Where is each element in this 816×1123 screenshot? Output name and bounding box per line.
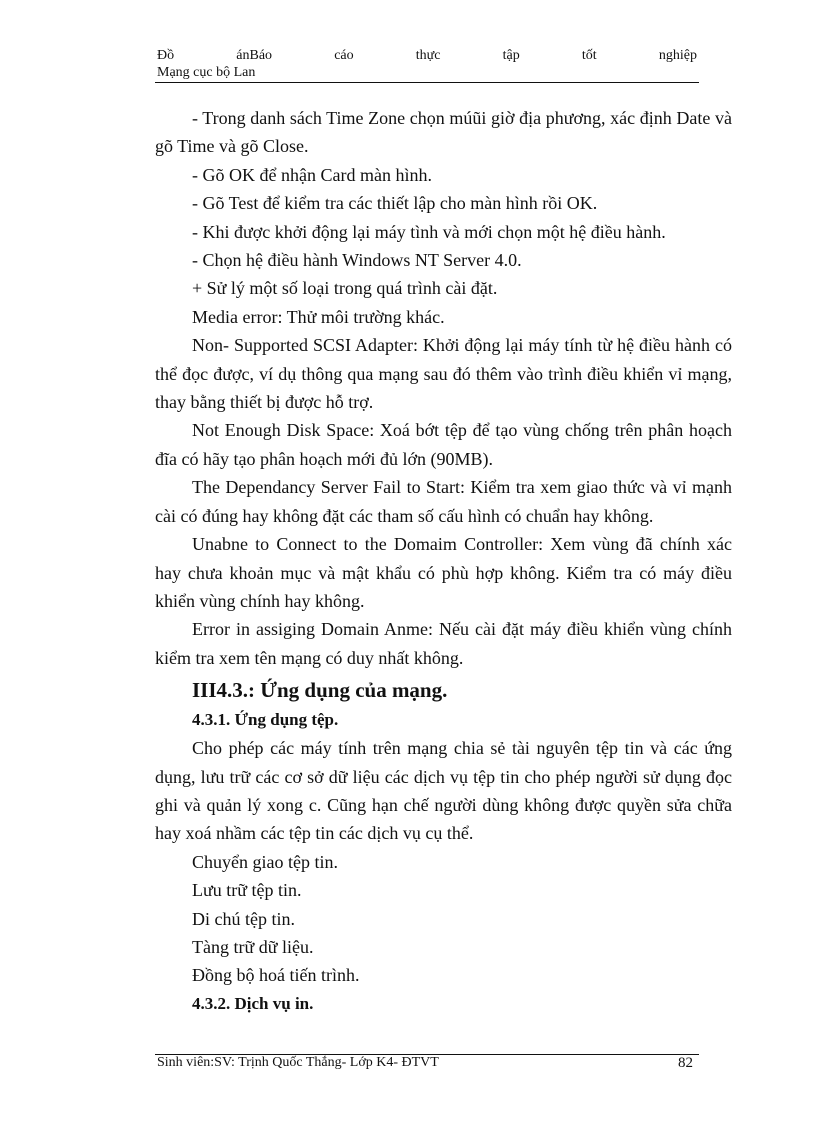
paragraph: Unabne to Connect to the Domaim Controller: Xem vùng đã chính xác hay chưa khoản mục và mật khẩu có phù hợp không. Kiểm tra có máy điều khiển vùng chính hay không. (155, 534, 732, 611)
header-word: nghiệp (658, 48, 697, 63)
paragraph: - Gõ Test để kiểm tra các thiết lập cho màn hình rồi OK. (192, 193, 598, 214)
header-subtitle: Mạng cục bộ Lan (157, 65, 256, 80)
header-divider (155, 82, 699, 83)
footer-student-info: Sinh viên:SV: Trịnh Quốc Thắng- Lớp K4- ĐTVT (157, 1055, 439, 1070)
header-word: cáo (334, 48, 354, 63)
list-item: Di chú tệp tin. (192, 908, 295, 929)
paragraph: Error in assiging Domain Anme: Nếu cài đặt máy điều khiển vùng chính kiểm tra xem tên mạng có duy nhất không. (155, 619, 732, 668)
paragraph: + Sử lý một số loại trong quá trình cài đặt. (192, 278, 498, 299)
paragraph: - Chọn hệ điều hành Windows NT Server 4.0. (192, 250, 522, 271)
section-heading: III4.3.: Ứng dụng của mạng. (192, 678, 448, 703)
list-item: Tàng trữ dữ liệu. (192, 936, 314, 957)
paragraph: Not Enough Disk Space: Xoá bớt tệp để tạo vùng chống trên phân hoạch đĩa có hãy tạo phân hoạch mới đủ lớn (90MB). (155, 420, 732, 469)
paragraph: Media error: Thử môi trường khác. (192, 306, 445, 327)
page-header (157, 48, 697, 81)
list-item: Lưu trữ tệp tin. (192, 880, 302, 901)
list-item: Đồng bộ hoá tiến trình. (192, 965, 360, 986)
header-word: tốt (581, 48, 597, 63)
header-title (157, 48, 697, 64)
header-word: ánBáo (236, 48, 273, 63)
paragraph: - Trong danh sách Time Zone chọn múũi giờ địa phương, xác định Date và gõ Time và gõ Close. (155, 108, 732, 157)
subsection-heading: 4.3.2. Dịch vụ in. (192, 993, 314, 1013)
paragraph: Non- Supported SCSI Adapter: Khởi động lại máy tính từ hệ điều hành có thể đọc được, ví dụ thông qua mạng sau đó thêm vào trình điều khiển vỉ mạng, thay bằng thiết bị được hỗ trợ. (155, 335, 732, 413)
paragraph: - Khi được khởi động lại máy tình và mới chọn một hệ điều hành. (192, 221, 666, 242)
page-footer (157, 1055, 697, 1071)
header-word: tập (502, 48, 520, 63)
page-number: 82 (678, 1055, 693, 1071)
header-word: thực (415, 48, 441, 63)
header-word: Đồ (157, 48, 175, 63)
paragraph: Cho phép các máy tính trên mạng chia sẻ tài nguyên tệp tin và các ứng dụng, lưu trữ các cơ sở dữ liệu các dịch vụ tệp tin cho phép người sử dụng đọc ghi và quản lý xong c. Cũng hạn chế người dùng không được quyền sửa chữa hay xoá nhầm các tệp tin các dịch vụ cụ thể. (155, 738, 732, 844)
paragraph: - Gõ OK để nhận Card màn hình. (192, 164, 432, 185)
list-item: Chuyển giao tệp tin. (192, 851, 338, 872)
subsection-heading: 4.3.1. Ứng dụng tệp. (192, 710, 339, 730)
paragraph: The Dependancy Server Fail to Start: Kiểm tra xem giao thức và vỉ mạnh cài có đúng hay không đặt các tham số cấu hình có chuẩn hay không. (155, 477, 732, 526)
page-body (155, 104, 732, 1018)
